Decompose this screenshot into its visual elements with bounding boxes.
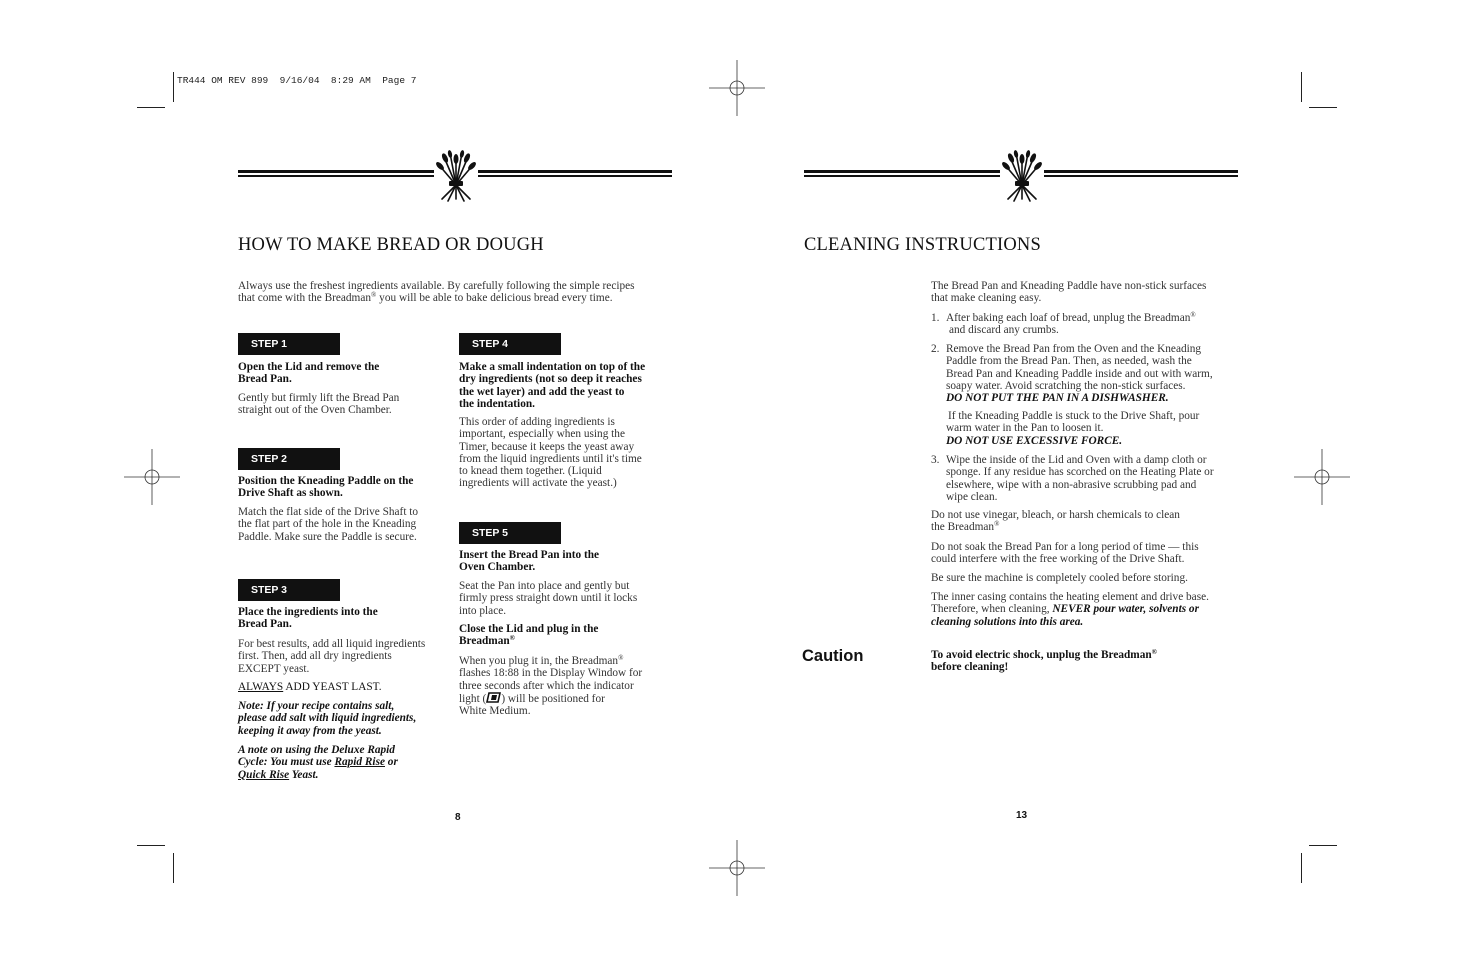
cool-before-storing-note: Be sure the machine is completely cooled before storing. — [931, 572, 1188, 584]
page-title: CLEANING INSTRUCTIONS — [804, 235, 1041, 255]
step-4-label: STEP 4 — [459, 333, 561, 355]
plug-in-body: When you plug it in, the Breadman® flashes 18:88 in the Display Window for three seconds after which the indicator light ( ) will be positioned for White Medium. — [459, 654, 643, 718]
page-number: 13 — [1016, 810, 1028, 821]
step-2-heading: Position the Kneading Paddle on the Drive Shaft as shown. — [238, 475, 414, 500]
cleaning-step-1: 1. After baking each loaf of bread, unplug the Breadman® and discard any crumbs. — [931, 311, 1196, 337]
caution-label: Caution — [802, 647, 864, 665]
page-number: 8 — [455, 812, 461, 823]
paddle-stuck-note: If the Kneading Paddle is stuck to the Drive Shaft, pour warm water in the Pan to loosen it. DO NOT USE EXCESSIVE FORCE. — [946, 410, 1200, 447]
crop-mark — [1301, 72, 1302, 102]
crop-mark — [137, 107, 165, 108]
cleaning-intro: The Bread Pan and Kneading Paddle have non-stick surfaces that make cleaning easy. — [931, 280, 1207, 305]
step-4-body: This order of adding ingredients is important, especially when using the Timer, because it keeps the yeast away from the liquid ingredients until it's time to knead them together. (Liquid ingredients will activate the yeast.) — [459, 416, 642, 490]
intro-paragraph: Always use the freshest ingredients available. By carefully following the simple recipes that come with the Breadman® you will be able to bake delicious bread every time. — [238, 280, 635, 305]
step-5-heading: Insert the Bread Pan into the Oven Chamber. — [459, 549, 600, 574]
cleaning-step-2: 2. Remove the Bread Pan from the Oven and the Kneading Paddle from the Bread Pan. Then, as needed, wash the Bread Pan and Kneading Paddle inside and out with warm, soapy water. Avoid scratching the non-stick surfaces. DO NOT PUT THE PAN IN A DISHWASHER. — [931, 343, 1213, 405]
step-3-body: For best results, add all liquid ingredients first. Then, add all dry ingredients EXCEPT yeast. — [238, 638, 426, 675]
indicator-light-icon — [486, 692, 501, 703]
registration-mark-icon — [124, 449, 180, 505]
print-slug: TR444 OM REV 899 9/16/04 8:29 AM Page 7 — [177, 75, 417, 86]
step-2-body: Match the flat side of the Drive Shaft to the flat part of the hole in the Kneading Paddle. Make sure the Paddle is secure. — [238, 506, 419, 543]
step-1-heading: Open the Lid and remove the Bread Pan. — [238, 361, 380, 386]
wheat-sheaf-icon — [434, 149, 478, 205]
page-title: HOW TO MAKE BREAD OR DOUGH — [238, 235, 544, 255]
registration-mark-icon — [709, 840, 765, 896]
registration-mark-icon — [709, 60, 765, 116]
rapid-cycle-note: A note on using the Deluxe Rapid Cycle: You must use Rapid Rise or Quick Rise Yeast. — [238, 744, 398, 781]
step-3-heading: Place the ingredients into the Bread Pan. — [238, 606, 378, 631]
caution-text: To avoid electric shock, unplug the Breadman® before cleaning! — [931, 648, 1157, 674]
no-chemicals-note: Do not use vinegar, bleach, or harsh chemicals to clean the Breadman® — [931, 509, 1180, 534]
step-5-label: STEP 5 — [459, 522, 561, 544]
wheat-sheaf-icon — [1000, 149, 1044, 205]
close-lid-heading: Close the Lid and plug in the Breadman® — [459, 623, 599, 648]
salt-note: Note: If your recipe contains salt, please add salt with liquid ingredients, keeping it away from the yeast. — [238, 700, 417, 737]
inner-casing-note: The inner casing contains the heating element and drive base. Therefore, when cleaning, NEVER pour water, solvents or cleaning solutions into this area. — [931, 591, 1209, 628]
crop-mark — [1309, 107, 1337, 108]
step-1-body: Gently but firmly lift the Bread Pan straight out of the Oven Chamber. — [238, 392, 400, 417]
crop-mark — [173, 72, 174, 102]
no-soak-note: Do not soak the Bread Pan for a long period of time — this could interfere with the free working of the Drive Shaft. — [931, 541, 1199, 566]
step-1-label: STEP 1 — [238, 333, 340, 355]
crop-mark — [173, 853, 174, 883]
always-add-yeast-last: ALWAYS ADD YEAST LAST. — [238, 681, 382, 693]
crop-mark — [1301, 853, 1302, 883]
registration-mark-icon — [1294, 449, 1350, 505]
step-3-label: STEP 3 — [238, 579, 340, 601]
step-4-heading: Make a small indentation on top of the dry ingredients (not so deep it reaches the wet layer) and add the yeast to the indentation. — [459, 361, 646, 410]
crop-mark — [137, 845, 165, 846]
step-2-label: STEP 2 — [238, 448, 340, 470]
step-5-body: Seat the Pan into place and gently but firmly press straight down until it locks into place. — [459, 580, 638, 617]
crop-mark — [1309, 845, 1337, 846]
cleaning-step-3: 3. Wipe the inside of the Lid and Oven with a damp cloth or sponge. If any residue has scorched on the Heating Plate or elsewhere, wipe with a non-abrasive scrubbing pad and wipe clean. — [931, 454, 1214, 503]
